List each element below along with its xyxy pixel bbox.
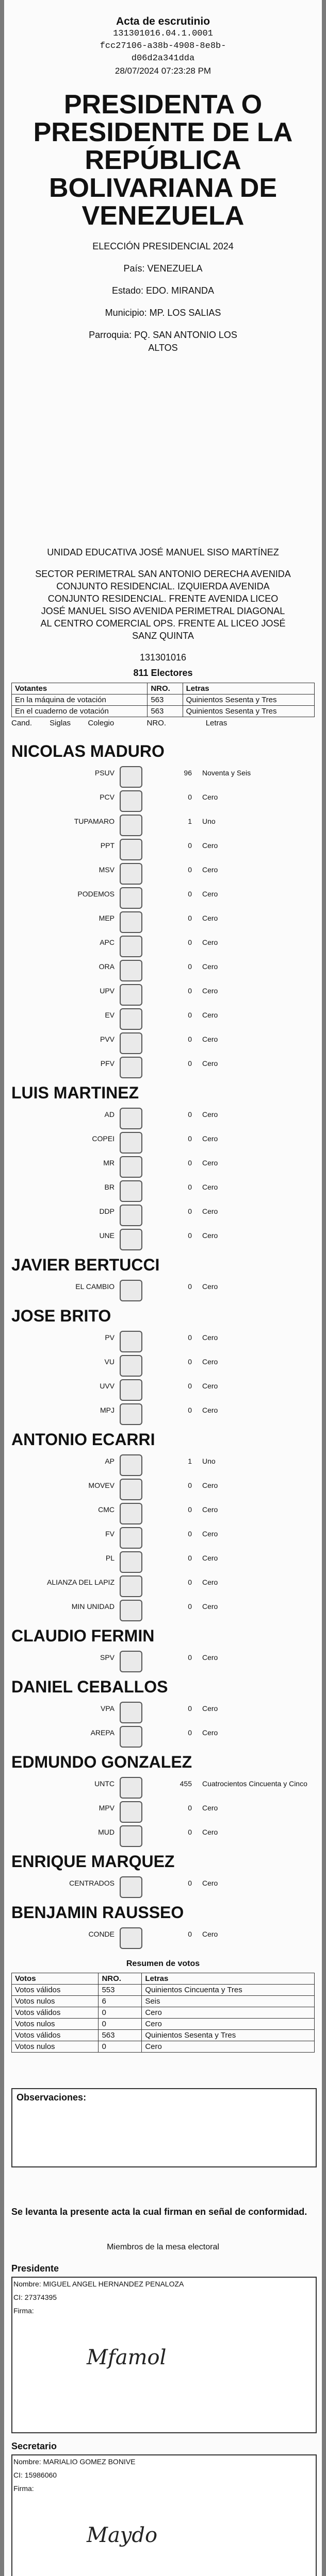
title-line: VENEZUELA: [82, 201, 244, 231]
party-votes-words: Cero: [202, 1333, 218, 1342]
cell: Quinientos Cincuenta y Tres: [142, 1985, 315, 1996]
candidate-name: JAVIER BERTUCCI: [11, 1256, 160, 1274]
party-name: APC: [100, 938, 115, 946]
party-votes-words: Cero: [202, 1653, 218, 1662]
party-name: EL CAMBIO: [75, 1282, 115, 1291]
parish: Parroquia: PQ. SAN ANTONIO LOS ALTOS: [89, 330, 237, 353]
col-label: Letras: [205, 719, 227, 727]
party-votes: 96: [184, 769, 192, 777]
party-votes: 0: [188, 866, 192, 874]
party-row: [11, 837, 315, 861]
cell: 0: [99, 2007, 142, 2019]
signer-role: Secretario: [11, 2441, 57, 2451]
party-votes-words: Cero: [202, 1554, 218, 1562]
voter-count: 811 Electores: [133, 668, 193, 678]
cell: Seis: [142, 1996, 315, 2007]
hash-line: d06d2a341dda: [131, 54, 195, 63]
party-row: [11, 813, 315, 837]
party-name: MEP: [99, 914, 115, 922]
party-logo-icon: [120, 1702, 142, 1723]
party-name: UPV: [100, 987, 115, 995]
party-row: [11, 1378, 315, 1401]
party-logo-icon: [120, 1454, 142, 1476]
party-votes-words: Cero: [202, 1358, 218, 1366]
party-name: DDP: [99, 1207, 115, 1215]
cell: Quinientos Sesenta y Tres: [183, 694, 314, 706]
party-votes: 0: [188, 1183, 192, 1191]
party-name: UVV: [100, 1382, 115, 1390]
cell: 0: [99, 2041, 142, 2053]
party-votes: 0: [188, 914, 192, 922]
party-row: [11, 1724, 315, 1748]
party-name: CMC: [98, 1505, 115, 1514]
party-votes-words: Cero: [202, 1930, 218, 1938]
party-votes-words: Cero: [202, 1059, 218, 1067]
party-votes-words: Cuatrocientos Cincuenta y Cinco: [202, 1780, 307, 1788]
party-logo-icon: [120, 863, 142, 885]
party-votes-words: Cero: [202, 1035, 218, 1043]
candidate-name: ENRIQUE MARQUEZ: [11, 1852, 175, 1871]
candidate-name: CLAUDIO FERMIN: [11, 1626, 155, 1645]
summary-table: [11, 1973, 315, 2053]
observations-label: Observaciones:: [17, 2092, 87, 2103]
observations-box: [11, 2088, 317, 2167]
party-logo-icon: [120, 1726, 142, 1748]
party-row: [11, 1700, 315, 1724]
party-votes: 0: [188, 1207, 192, 1215]
candidate-name: LUIS MARTINEZ: [11, 1083, 139, 1102]
party-votes: 0: [188, 1602, 192, 1611]
party-votes: 0: [188, 1035, 192, 1043]
party-votes-words: Uno: [202, 1457, 216, 1465]
party-votes: 0: [188, 1358, 192, 1366]
party-row: [11, 1106, 315, 1130]
signer-id: CI: 27374395: [13, 2293, 57, 2301]
results-column-labels: [11, 719, 315, 727]
party-votes: 0: [188, 1879, 192, 1887]
party-votes: 0: [188, 890, 192, 898]
country: País: VENEZUELA: [123, 263, 203, 274]
party-votes-words: Cero: [202, 1481, 218, 1489]
party-logo-icon: [120, 1229, 142, 1250]
voting-center: [35, 546, 291, 679]
party-logo-icon: [120, 936, 142, 957]
party-votes: 0: [188, 962, 192, 971]
cell: 563: [148, 706, 183, 717]
party-row: [11, 1031, 315, 1055]
party-row: [11, 1598, 315, 1622]
party-row: [11, 765, 315, 788]
party-row: [11, 789, 315, 812]
cell: Votos nulos: [12, 1996, 99, 2007]
party-logo-icon: [120, 1280, 142, 1301]
col-header: Votos: [12, 1973, 99, 1985]
table-members-label: Miembros de la mesa electoral: [107, 2243, 219, 2251]
party-name: MPJ: [100, 1406, 115, 1414]
col-label: Cand.: [11, 719, 32, 727]
signature-image: Mfamol: [87, 2346, 167, 2369]
party-logo-icon: [120, 1825, 142, 1847]
party-row: [11, 1649, 315, 1673]
party-name: PSUV: [94, 769, 115, 777]
col-header: NRO.: [148, 683, 183, 694]
party-logo-icon: [120, 1600, 142, 1621]
acta-title: Acta de escrutinio: [116, 15, 210, 27]
party-votes-words: Cero: [202, 1578, 218, 1586]
school-name: UNIDAD EDUCATIVA JOSÉ MANUEL SISO MARTÍNEZ: [47, 547, 279, 557]
party-row: [11, 1574, 315, 1598]
party-votes-words: Cero: [202, 1530, 218, 1538]
party-votes: 0: [188, 987, 192, 995]
cell: Votos nulos: [12, 2041, 99, 2053]
party-votes: 0: [188, 1110, 192, 1118]
party-logo-icon: [120, 1331, 142, 1352]
party-votes-words: Cero: [202, 1879, 218, 1887]
party-votes-words: Cero: [202, 1110, 218, 1118]
title-line: PRESIDENTA O: [63, 90, 263, 120]
party-name: VPA: [101, 1704, 115, 1713]
party-name: COPEI: [92, 1134, 115, 1143]
party-logo-icon: [120, 815, 142, 836]
party-votes-words: Cero: [202, 1134, 218, 1143]
party-logo-icon: [120, 790, 142, 812]
party-votes-words: Cero: [202, 1183, 218, 1191]
title-line: PRESIDENTE DE LA: [33, 117, 293, 147]
party-logo-icon: [120, 1205, 142, 1226]
party-votes-words: Cero: [202, 1828, 218, 1836]
party-logo-icon: [120, 1379, 142, 1401]
party-votes-words: Cero: [202, 1704, 218, 1713]
party-votes: 0: [188, 1282, 192, 1291]
party-votes-words: Cero: [202, 1728, 218, 1737]
cell: En el cuaderno de votación: [12, 706, 148, 717]
signer-id: CI: 15986060: [13, 2471, 57, 2479]
col-header: Letras: [183, 683, 314, 694]
party-name: PPT: [100, 841, 115, 850]
party-votes: 0: [188, 1059, 192, 1067]
party-row: [11, 1501, 315, 1525]
party-logo-icon: [120, 1575, 142, 1597]
party-votes: 0: [188, 1382, 192, 1390]
state: Estado: EDO. MIRANDA: [111, 285, 215, 296]
signer-name: Nombre: MIGUEL ANGEL HERNANDEZ PENALOZA: [13, 2280, 184, 2288]
party-logo-icon: [120, 1777, 142, 1799]
party-row: [11, 958, 315, 982]
party-votes-words: Noventa y Seis: [202, 769, 251, 777]
party-name: PFV: [100, 1059, 115, 1067]
cell: 0: [99, 2019, 142, 2030]
party-votes: 0: [188, 1159, 192, 1167]
party-votes: 1: [188, 1457, 192, 1465]
presidential-title: [25, 91, 301, 230]
col-header: Votantes: [12, 683, 148, 694]
election-name: ELECCIÓN PRESIDENCIAL 2024: [92, 241, 234, 251]
cell: Quinientos Sesenta y Tres: [183, 706, 314, 717]
party-name: PV: [105, 1333, 115, 1342]
party-votes: 0: [188, 1333, 192, 1342]
cell: En la máquina de votación: [12, 694, 148, 706]
party-logo-icon: [120, 1156, 142, 1178]
party-votes: 0: [188, 1653, 192, 1662]
party-logo-icon: [120, 1355, 142, 1377]
party-votes: 0: [188, 841, 192, 850]
party-logo-icon: [120, 1927, 142, 1949]
party-votes-words: Cero: [202, 1011, 218, 1019]
party-votes-words: Cero: [202, 793, 218, 801]
party-row: [11, 1155, 315, 1178]
party-votes: 0: [188, 1134, 192, 1143]
party-row: [11, 1179, 315, 1202]
party-votes-words: Cero: [202, 1159, 218, 1167]
party-row: [11, 982, 315, 1006]
party-logo-icon: [120, 1108, 142, 1129]
cell: 553: [99, 1985, 142, 1996]
party-name: UNTC: [94, 1780, 115, 1788]
party-votes-words: Cero: [202, 987, 218, 995]
cell: Votos válidos: [12, 2030, 99, 2041]
party-logo-icon: [120, 1180, 142, 1202]
party-row: [11, 1477, 315, 1501]
candidate-name: EDMUNDO GONZALEZ: [11, 1753, 192, 1771]
cell: Cero: [142, 2019, 315, 2030]
acta-header: [4, 15, 322, 354]
party-name: UNE: [99, 1231, 115, 1240]
party-votes-words: Cero: [202, 1602, 218, 1611]
party-name: AREPA: [90, 1728, 115, 1737]
party-name: CENTRADOS: [69, 1879, 115, 1887]
party-votes-words: Cero: [202, 1282, 218, 1291]
datetime: 28/07/2024 07:23:28 PM: [115, 66, 211, 76]
party-name: SPV: [100, 1653, 115, 1662]
party-row: [11, 934, 315, 958]
col-label: NRO.: [146, 719, 167, 727]
party-logo-icon: [120, 911, 142, 933]
party-logo-icon: [120, 984, 142, 1006]
party-votes: 0: [188, 1704, 192, 1713]
party-row: [11, 1775, 315, 1799]
party-votes: 0: [188, 1930, 192, 1938]
municipality: Municipio: MP. LOS SALIAS: [105, 308, 221, 318]
party-logo-icon: [120, 839, 142, 860]
party-name: ORA: [99, 962, 115, 971]
party-name: TUPAMARO: [74, 817, 115, 825]
party-votes: 0: [188, 938, 192, 946]
party-votes-words: Cero: [202, 1231, 218, 1240]
party-name: PCV: [100, 793, 115, 801]
signature-image: Maydo: [87, 2523, 158, 2547]
party-votes: 0: [188, 1011, 192, 1019]
col-label: Colegio: [88, 719, 115, 727]
party-logo-icon: [120, 1132, 142, 1154]
party-name: MSV: [99, 866, 115, 874]
party-logo-icon: [120, 887, 142, 909]
party-logo-icon: [120, 1527, 142, 1549]
party-name: MPV: [99, 1804, 115, 1812]
party-name: AD: [104, 1110, 115, 1118]
cell: Votos nulos: [12, 2019, 99, 2030]
party-votes: 0: [188, 1828, 192, 1836]
party-logo-icon: [120, 1651, 142, 1672]
cell: 563: [99, 2030, 142, 2041]
party-row: [11, 1353, 315, 1377]
party-votes-words: Uno: [202, 817, 216, 825]
party-row: [11, 910, 315, 934]
center-code: 131301016: [139, 652, 187, 663]
party-row: [11, 1875, 315, 1899]
party-row: [11, 1227, 315, 1251]
party-logo-icon: [120, 1801, 142, 1823]
signer-role: Presidente: [11, 2263, 59, 2274]
party-logo-icon: [120, 766, 142, 788]
party-votes-words: Cero: [202, 1505, 218, 1514]
party-row: [11, 1800, 315, 1823]
party-name: AP: [105, 1457, 115, 1465]
title-line: REPÚBLICA: [85, 145, 241, 175]
party-row: [11, 1926, 315, 1950]
signer-name: Nombre: MARIALIO GOMEZ BONIVE: [13, 2458, 136, 2466]
party-votes: 0: [188, 1481, 192, 1489]
party-votes-words: Cero: [202, 1207, 218, 1215]
party-row: [11, 861, 315, 885]
votantes-table: [11, 683, 315, 717]
closing-text: Se levanta la presente acta la cual firman en señal de conformidad.: [11, 2207, 307, 2217]
cell: 563: [148, 694, 183, 706]
cell: Votos válidos: [12, 2007, 99, 2019]
party-name: MIN UNIDAD: [71, 1602, 115, 1611]
cell: Quinientos Sesenta y Tres: [142, 2030, 315, 2041]
party-row: [11, 1402, 315, 1426]
party-name: PVV: [100, 1035, 115, 1043]
party-row: [11, 1550, 315, 1573]
signer-box: [11, 2454, 317, 2576]
party-name: FV: [105, 1530, 115, 1538]
party-votes: 0: [188, 1406, 192, 1414]
party-row: [11, 1130, 315, 1154]
party-name: PL: [105, 1554, 115, 1562]
party-logo-icon: [120, 1479, 142, 1500]
party-votes: 0: [188, 793, 192, 801]
party-votes-words: Cero: [202, 914, 218, 922]
col-header: Letras: [142, 1973, 315, 1985]
party-row: [11, 1278, 315, 1302]
party-votes-words: Cero: [202, 1804, 218, 1812]
sector-description: SECTOR PERIMETRAL SAN ANTONIO DERECHA AVENIDA CONJUNTO RESIDENCIAL. IZQUIERDA AVENIDA CONJUNTO RESIDENCIAL. FRENTE AVENIDA LICEO JOSÉ MANUEL SISO AVENIDA PERIMETRAL DIAGONAL AL CENTRO COMERCIAL OPS. FRENTE AL LICEO JOSÉ SANZ QUINTA: [35, 569, 291, 641]
party-row: [11, 1453, 315, 1477]
party-votes-words: Cero: [202, 1382, 218, 1390]
acta-paper: [4, 0, 322, 2576]
party-votes-words: Cero: [202, 866, 218, 874]
party-row: [11, 1055, 315, 1079]
party-votes-words: Cero: [202, 890, 218, 898]
cell: Cero: [142, 2041, 315, 2053]
party-name: VU: [104, 1358, 115, 1366]
party-votes: 0: [188, 1505, 192, 1514]
candidate-name: DANIEL CEBALLOS: [11, 1677, 168, 1696]
party-name: PODEMOS: [77, 890, 115, 898]
col-header: NRO.: [99, 1973, 142, 1985]
party-votes-words: Cero: [202, 1406, 218, 1414]
party-name: MR: [103, 1159, 115, 1167]
party-logo-icon: [120, 1057, 142, 1078]
candidate-name: JOSE BRITO: [11, 1307, 111, 1325]
party-row: [11, 1824, 315, 1848]
hash-line: 131301016.04.1.0001: [113, 29, 213, 39]
party-row: [11, 1203, 315, 1227]
cell: Votos válidos: [12, 1985, 99, 1996]
party-logo-icon: [120, 1503, 142, 1524]
party-row: [11, 1526, 315, 1549]
party-name: MOVEV: [88, 1481, 115, 1489]
cell: 6: [99, 1996, 142, 2007]
party-logo-icon: [120, 960, 142, 981]
summary-title: Resumen de votos: [126, 1959, 200, 1968]
party-votes: 0: [188, 1728, 192, 1737]
party-votes: 0: [188, 1554, 192, 1562]
party-logo-icon: [120, 1551, 142, 1573]
party-row: [11, 1007, 315, 1030]
party-name: EV: [105, 1011, 115, 1019]
party-votes: 0: [188, 1578, 192, 1586]
party-votes: 0: [188, 1804, 192, 1812]
party-name: MUD: [98, 1828, 115, 1836]
title-line: BOLIVARIANA DE: [49, 173, 277, 203]
party-logo-icon: [120, 1876, 142, 1898]
party-row: [11, 1329, 315, 1353]
party-logo-icon: [120, 1403, 142, 1425]
party-name: CONDE: [88, 1930, 115, 1938]
party-votes-words: Cero: [202, 841, 218, 850]
party-votes: 455: [180, 1780, 192, 1788]
party-name: ALIANZA DEL LAPIZ: [47, 1578, 115, 1586]
signer-sign-label: Firma:: [13, 2307, 34, 2315]
cell: Cero: [142, 2007, 315, 2019]
party-logo-icon: [120, 1032, 142, 1054]
party-votes-words: Cero: [202, 938, 218, 946]
party-votes: 0: [188, 1530, 192, 1538]
signer-sign-label: Firma:: [13, 2484, 34, 2493]
party-votes: 0: [188, 1231, 192, 1240]
party-votes: 1: [188, 817, 192, 825]
party-votes-words: Cero: [202, 962, 218, 971]
party-row: [11, 886, 315, 909]
candidate-name: BENJAMIN RAUSSEO: [11, 1903, 184, 1922]
hash-line: fcc27106-a38b-4908-8e8b-: [100, 41, 226, 51]
candidate-name: ANTONIO ECARRI: [11, 1430, 155, 1449]
party-name: BR: [104, 1183, 115, 1191]
party-logo-icon: [120, 1008, 142, 1030]
col-label: Siglas: [50, 719, 71, 727]
candidate-name: NICOLAS MADURO: [11, 742, 165, 760]
